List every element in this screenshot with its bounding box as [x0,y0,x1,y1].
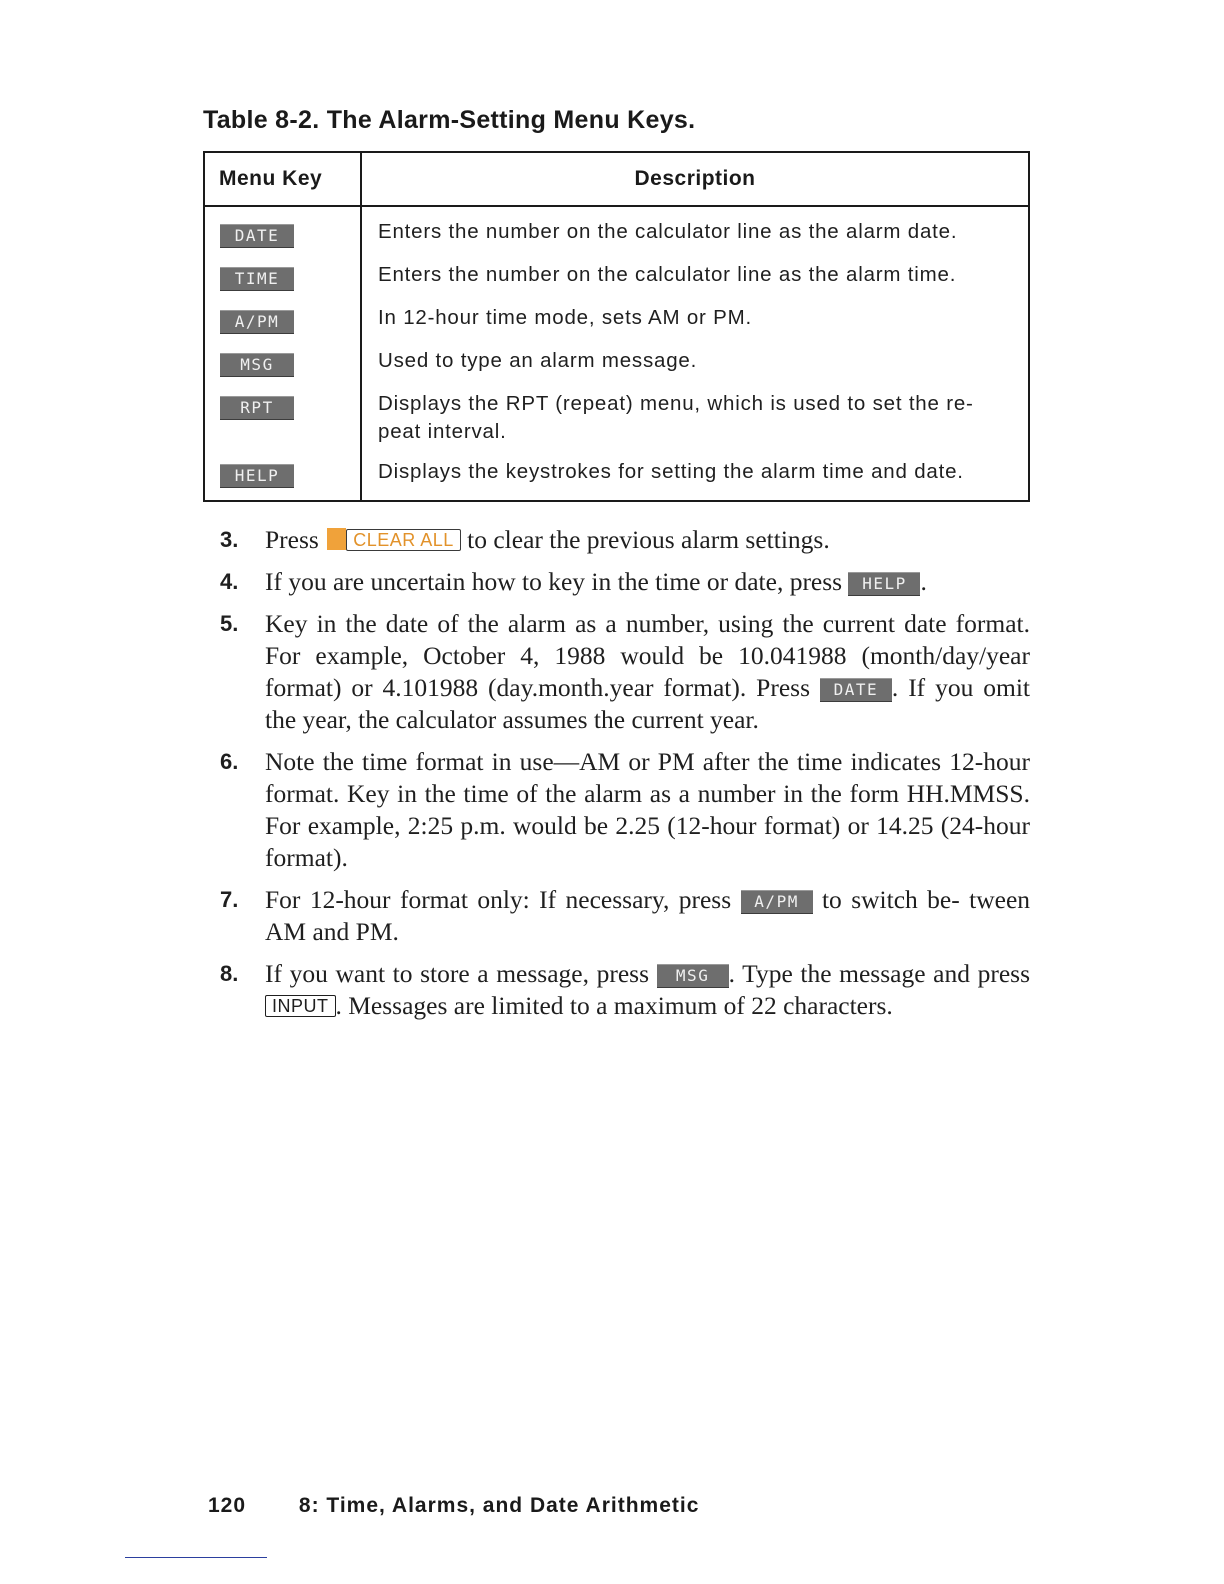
step-3: 3. Press CLEAR ALL to clear the previous alarm settings. [220,525,830,554]
step-number: 4. [220,569,239,594]
step-6: 6. Note the time format in use—AM or PM after the time indicates 12-hour format. Key in the time of the alarm as a number in the form HH.MMSS. For example, 2:25 p.m. would be 2.25 (12-hour format) or 14.25 (24-hour format). [220,747,1030,872]
chapter-title: 8: Time, Alarms, and Date Arithmetic [298,1494,700,1517]
help-softkey-inline: HELP [848,572,920,596]
table-row [204,452,1029,501]
table-row [204,384,1029,452]
msg-softkey-inline: MSG [657,964,729,988]
clear-all-key: CLEAR ALL [346,529,461,551]
table-row [204,255,1029,298]
help-softkey: HELP [220,464,294,488]
menu-keys-table [203,151,1030,502]
date-softkey-inline: DATE [820,678,892,702]
shift-key-icon [327,528,346,550]
step-number: 8. [220,961,239,986]
step-8: 8. If you want to store a message, press MSG . Type the message and press INPUT . Messages are limited to a maximum of 22 characters. [220,959,1030,1020]
msg-softkey: MSG [220,353,294,377]
row-description: Enters the number on the calculator line as the alarm date. [378,220,958,243]
step-list [220,524,1030,1032]
row-description: Displays the keystrokes for setting the alarm time and date. [378,460,964,483]
table-header-row [204,152,1029,206]
footer-rule [125,1557,267,1558]
row-description: Enters the number on the calculator line as the alarm time. [378,263,957,286]
column-header-menu-key: Menu Key [204,152,361,206]
step-number: 7. [220,887,239,912]
page-footer [208,1494,699,1518]
row-description: Used to type an alarm message. [378,349,698,372]
table-title: Table 8-2. The Alarm-Setting Menu Keys. [203,106,696,134]
row-description: In 12-hour time mode, sets AM or PM. [378,306,753,329]
time-softkey: TIME [220,267,294,291]
step-number: 6. [220,749,239,774]
step-number: 5. [220,611,239,636]
table-row [204,298,1029,341]
step-5: 5. Key in the date of the alarm as a number, using the current date format. For example, October 4, 1988 would be 10.041988 (month/day/year format) or 4.101988 (day.month.year format). Press DATE . If you omit the year, the calculator assumes the current year. [220,609,1030,734]
input-key: INPUT [265,995,336,1017]
date-softkey: DATE [220,224,294,248]
step-4: 4. If you are uncertain how to key in the time or date, press HELP . [220,567,927,596]
am-pm-softkey-inline: A/PM [741,890,813,914]
row-description: Displays the RPT (repeat) menu, which is used to set the re- peat interval. [378,392,974,443]
column-header-description: Description [361,152,1029,206]
page-number: 120 [208,1494,247,1517]
step-number: 3. [220,527,239,552]
table-row [204,341,1029,384]
am-pm-softkey: A/PM [220,310,294,334]
rpt-softkey: RPT [220,396,294,420]
step-7: 7. For 12-hour format only: If necessary, press A/PM to switch be- tween AM and PM. [220,885,1031,946]
table-row [204,206,1029,255]
